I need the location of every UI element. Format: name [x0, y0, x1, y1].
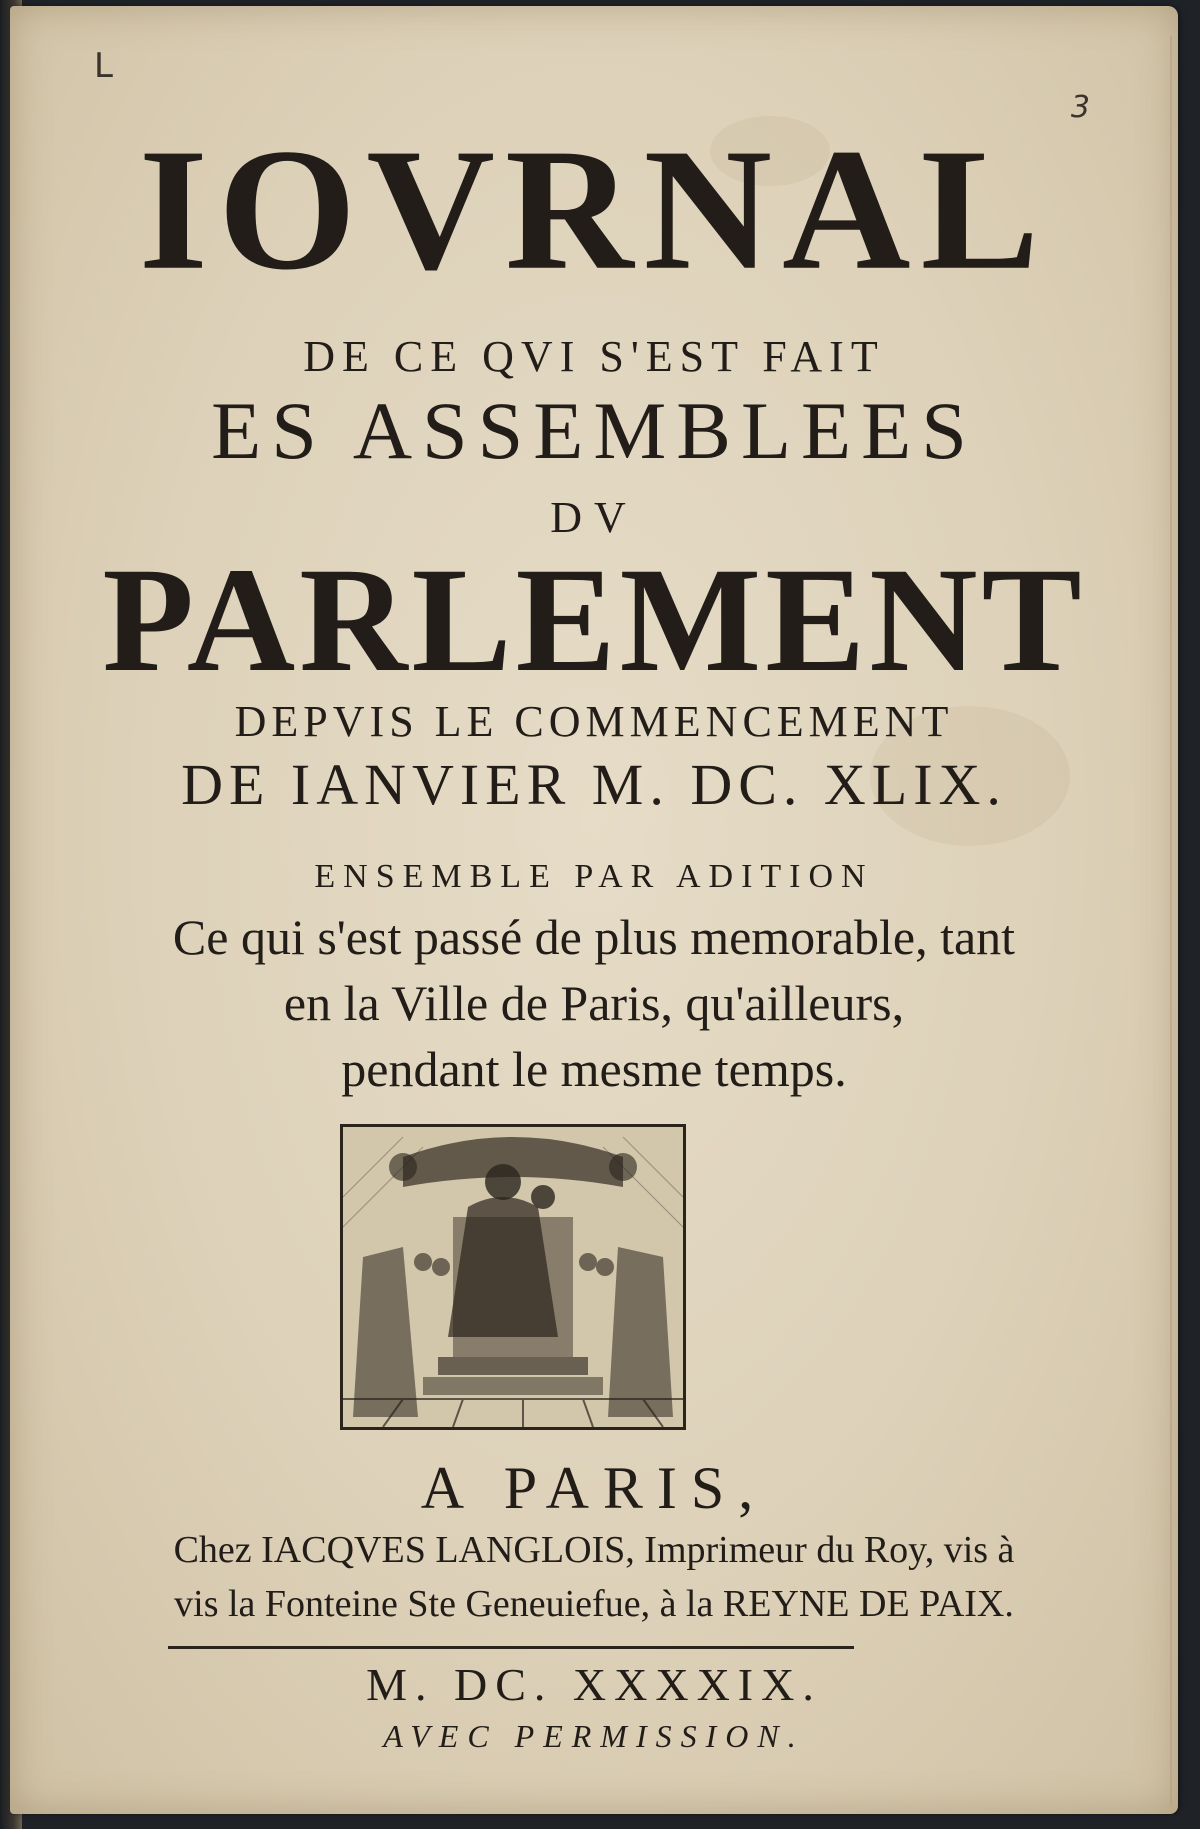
madonna-woodcut-icon [340, 1124, 686, 1430]
body-line: en la Ville de Paris, qu'ailleurs, [283, 975, 905, 1031]
folio-number: 3 [1070, 90, 1090, 125]
corner-mark: L [94, 46, 113, 86]
place-of-publication: A PARIS, [420, 1455, 768, 1521]
title-page [10, 6, 1178, 1814]
body-line: Ce qui s'est passé de plus memorable, tant [172, 909, 1016, 965]
subtitle-line: DEPVIS LE COMMENCEMENT [234, 697, 954, 746]
subtitle-line: ES ASSEMBLEES [211, 385, 977, 476]
woodcut-illustration [343, 1127, 683, 1427]
imprint-line: vis la Fonteine Ste Geneuiefue, à la REYNE DE PAIX. [174, 1583, 1014, 1625]
subtitle-line: DE IANVIER M. DC. XLIX. [181, 752, 1007, 817]
subtitle-line: DV [550, 493, 638, 542]
subtitle-line: PARLEMENT [102, 537, 1086, 703]
publication-date: M. DC. XXXXIX. [366, 1659, 822, 1710]
body-line: pendant le mesme temps. [341, 1041, 847, 1097]
divider-rule [168, 1646, 854, 1649]
subtitle-line: DE CE QVI S'EST FAIT [303, 332, 885, 381]
subtitle-line: ENSEMBLE PAR ADITION [314, 858, 874, 895]
imprint-line: Chez IACQVES LANGLOIS, Imprimeur du Roy, vis à [173, 1529, 1015, 1571]
title: IOVRNAL [138, 111, 1050, 307]
permission-line: AVEC PERMISSION. [383, 1718, 805, 1754]
